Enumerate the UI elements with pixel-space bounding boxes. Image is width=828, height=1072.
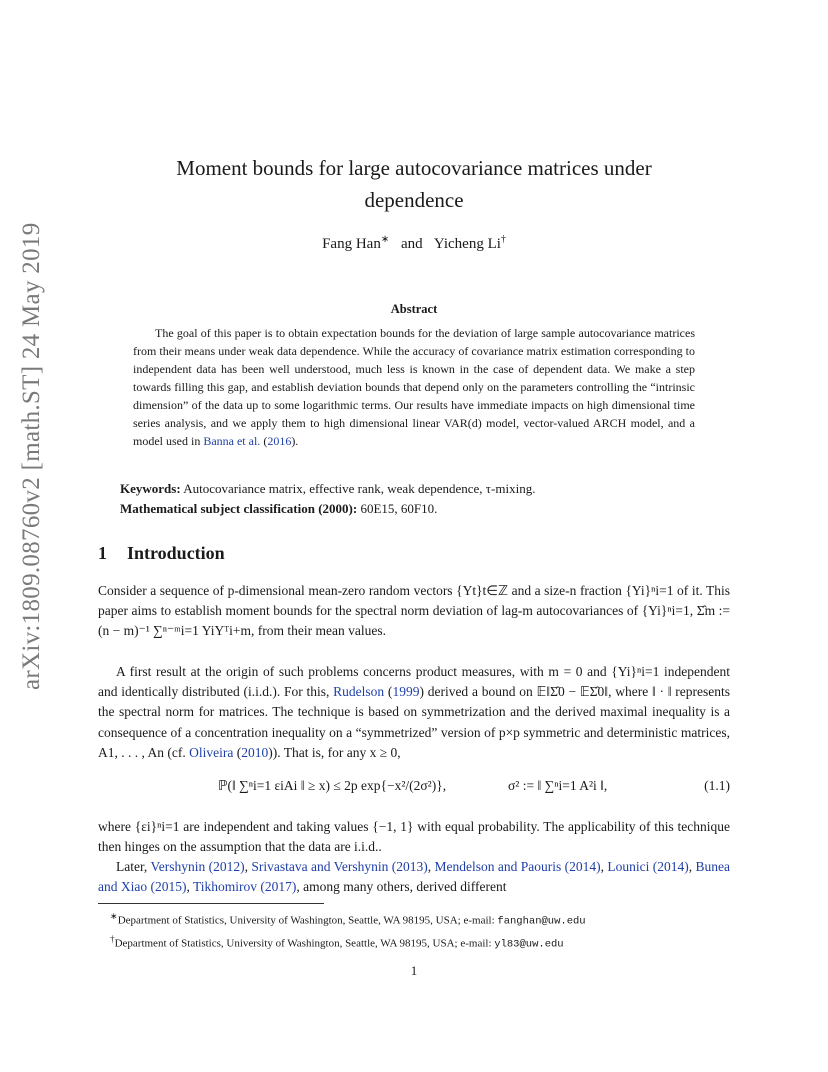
keywords-block: [120, 479, 720, 519]
citation-link[interactable]: Rudelson: [333, 684, 385, 700]
display-equation: [98, 762, 730, 808]
section-number: 1: [98, 543, 107, 563]
footnotes: [110, 908, 730, 953]
footnote-2: [110, 931, 730, 954]
paragraph-text: A first result at the origin of such problems concerns product measures, with m = 0 and {Yi}ⁿi=1 independent and identically distributed (i.i.d.). For this,: [98, 664, 730, 700]
author-name: Yicheng Li: [433, 236, 501, 252]
paragraph-text: derived a bound on 𝔼‖Σ̂0 − 𝔼Σ̂0‖, where ‖ · ‖ represents the spectral norm for matrices. The technique is based on symmetrization and the derived maximal inequality is a consequence of a concentration inequality on a “symmetrized” version of p×p symmetric and deterministic matrices, A1, . . . , An (cf.: [98, 684, 731, 760]
equation-lhs: ℙ(‖ ∑ⁿi=1 εiAi ‖ ≥ x) ≤ 2p exp{−x²/(2σ²)},: [218, 778, 447, 793]
paragraph-2: A first result at the origin of such problems concerns product measures, with m = 0 and {Yi}ⁿi=1 independent and identically distributed (i.i.d.). For this, Rudelson (1999) derived a bound on 𝔼‖Σ̂0 − 𝔼Σ̂0‖, where ‖ · ‖ represents the spectral norm for matrices. The technique is based on symmetrization and the derived maximal inequality is a consequence of a concentration inequality on a “symmetrized” version of p×p symmetric and deterministic matrices, A1, . . . , An (cf. Oliveira (2010)). That is, for any x ≥ 0,: [98, 664, 731, 760]
abstract-tail: ).: [291, 434, 299, 448]
citation-link[interactable]: Bunea and Xiao (2015): [98, 859, 731, 895]
keywords-line: [120, 479, 720, 499]
citation-link[interactable]: Banna et al.: [203, 434, 261, 448]
paper-title: [130, 152, 698, 216]
title-line-1: Moment bounds for large autocovariance matrices under: [176, 156, 652, 180]
msc-label: Mathematical subject classification (2000):: [120, 501, 358, 516]
footnote-divider: [98, 903, 324, 904]
paragraph-4: Later, Vershynin (2012), Srivastava and Vershynin (2013), Mendelson and Paouris (2014), Lounici (2014), Bunea and Xiao (2015), Tikhomirov (2017), among many others, derived different: [98, 859, 731, 895]
equation-rhs: σ² := ‖ ∑ⁿi=1 A²i ‖,: [508, 778, 608, 793]
footnote-mark[interactable]: ∗: [380, 234, 390, 245]
title-line-2: dependence: [364, 188, 464, 212]
citation-year-link[interactable]: 2010: [241, 744, 269, 760]
msc-text: 60E15, 60F10.: [360, 501, 438, 516]
page-number: 1: [410, 963, 418, 978]
keywords-text: Autocovariance matrix, effective rank, weak dependence, τ-mixing.: [183, 481, 536, 496]
author-list: [130, 234, 698, 253]
citation-link[interactable]: Mendelson and Paouris (2014): [434, 859, 601, 874]
abstract-body: The goal of this paper is to obtain expectation bounds for the deviation of large sample autocovariance matrices from their means under weak data dependence. While the accuracy of covariance matrix estimation corresponding to independent data has been well understood, much less is known in the case of dependent data. We make a step towards filling this gap, and establish deviation bounds that depend only on the parameters controlling the “intrinsic dimension” of the data up to some logarithmic terms. Our results have immediate impacts on high dimensional time series analysis, and we apply them to high dimensional linear VAR(d) model, vector-valued ARCH model, and a model used in: [133, 326, 695, 448]
paragraph-text: Later,: [116, 859, 148, 874]
citation-link[interactable]: Vershynin (2012): [150, 859, 245, 874]
citation-link[interactable]: Lounici (2014): [607, 859, 689, 874]
author-name: Fang Han: [322, 236, 381, 252]
citation-link[interactable]: Tikhomirov (2017): [193, 879, 297, 895]
footnote-1: [110, 908, 730, 931]
citation-link[interactable]: Oliveira: [189, 744, 234, 760]
footnote-mark: †: [110, 933, 115, 944]
arxiv-identifier-stamp: arXiv:1809.08760v2 [math.ST] 24 May 2019: [18, 222, 45, 690]
email-address[interactable]: yl83@uw.edu: [494, 938, 564, 951]
footnote-text: Department of Statistics, University of Washington, Seattle, WA 98195, USA; e-mail:: [114, 937, 492, 950]
paragraph-1: Consider a sequence of p-dimensional mean-zero random vectors {Yt}t∈ℤ and a size-n fraction {Yi}ⁿi=1 of it. This paper aims to establish moment bounds for the spectral norm deviation of lag-m autocovariances of {Yi}ⁿi=1, Σ̂m := (n − m)⁻¹ ∑ⁿ⁻ᵐi=1 YiYᵀi+m, from their mean values.: [98, 583, 730, 639]
abstract-text: The goal of this paper is to obtain expectation bounds for the deviation of large sample autocovariance matrices from their means under weak data dependence. While the accuracy of covariance matrix estimation corresponding to independent data has been well understood, much less is known in the case of dependent data. We make a step towards filling this gap, and establish deviation bounds that depend only on the parameters controlling the “intrinsic dimension” of the data up to some logarithmic terms. Our results have immediate impacts on high dimensional time series analysis, and we apply them to high dimensional linear VAR(d) model, vector-valued ARCH model, and a model used in Banna et al. (2016).: [133, 326, 695, 448]
footnote-text: Department of Statistics, University of Washington, Seattle, WA 98195, USA; e-mail:: [117, 914, 495, 927]
section-title: Introduction: [127, 543, 225, 563]
abstract-heading: Abstract: [390, 302, 438, 316]
email-address[interactable]: fanghan@uw.edu: [497, 915, 586, 928]
keywords-label: Keywords:: [120, 481, 181, 496]
section-heading: [98, 543, 225, 564]
footnote-mark[interactable]: †: [500, 234, 506, 245]
equation-expression: [218, 764, 718, 808]
footnote-mark: ∗: [110, 911, 118, 921]
msc-line: [120, 499, 720, 519]
citation-year-link[interactable]: 2016: [267, 434, 292, 448]
citation-link[interactable]: Srivastava and Vershynin (2013): [251, 859, 428, 874]
citation-year-link[interactable]: 1999: [392, 684, 420, 700]
paragraph-text: among many others, derived different: [303, 879, 507, 895]
paragraph-text: )). That is, for any x ≥ 0,: [268, 744, 401, 760]
author-conjunction: and: [400, 236, 423, 252]
equation-number: (1.1): [704, 778, 730, 793]
paragraph-3: where {εi}ⁿi=1 are independent and taking values {−1, 1} with equal probability. The applicability of this technique then hinges on the assumption that the data are i.i.d..: [98, 819, 730, 855]
